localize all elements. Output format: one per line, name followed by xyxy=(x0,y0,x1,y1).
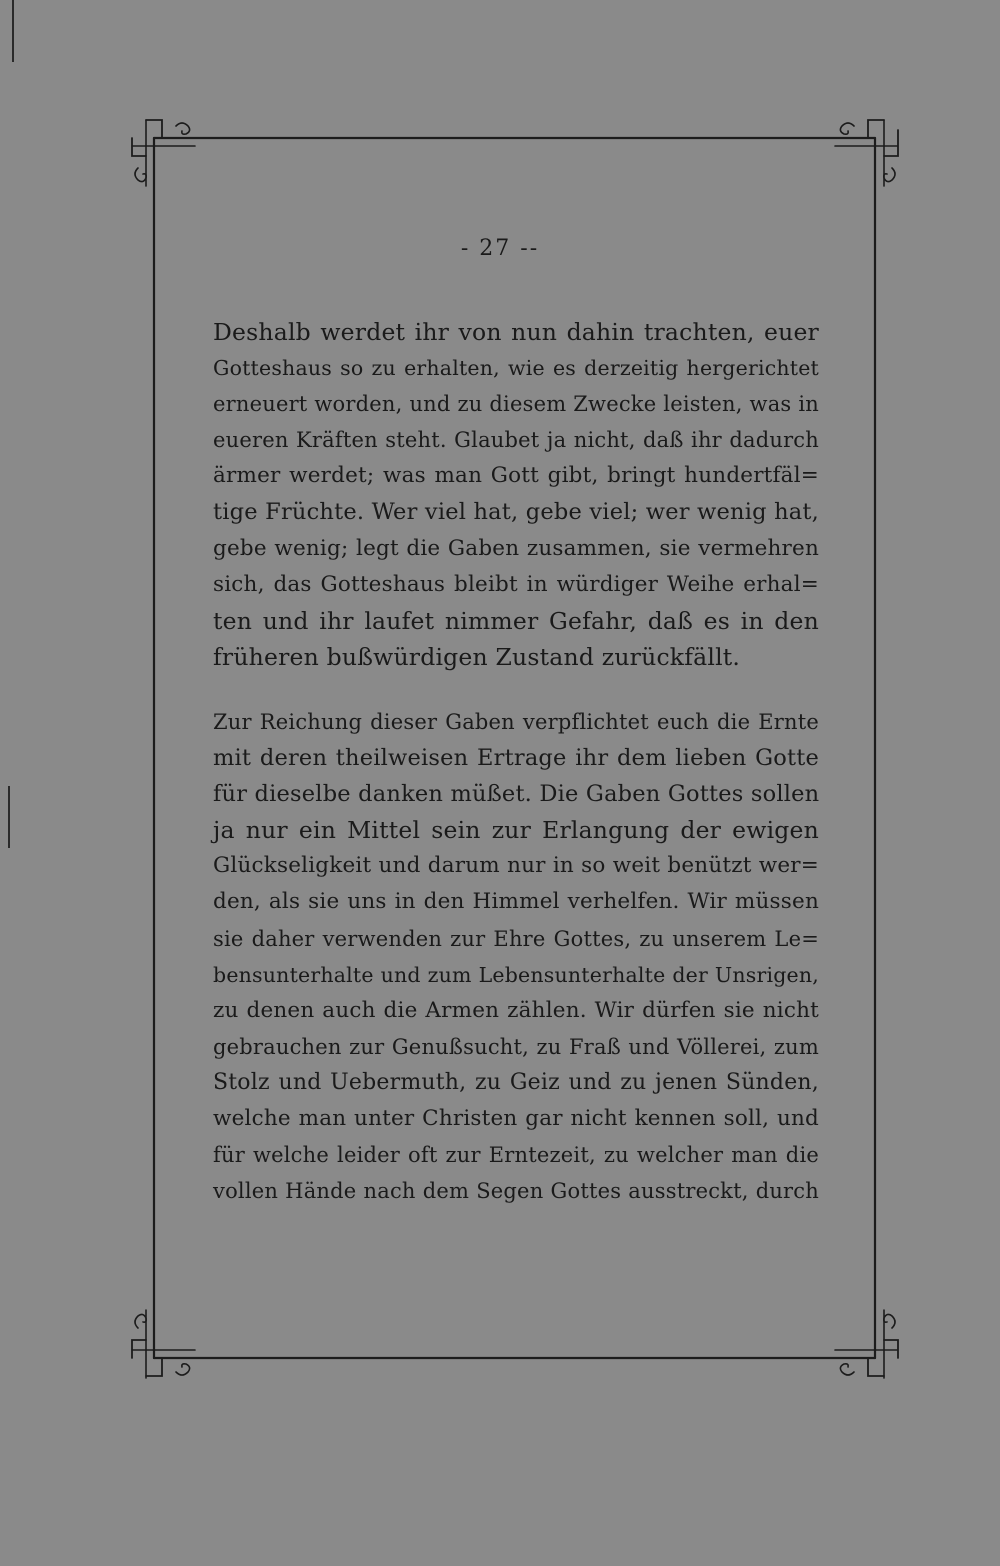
text-line: zu denen auch die Armen zählen. Wir dürfen sie nicht xyxy=(213,997,819,1023)
paragraph-1 xyxy=(213,314,819,675)
corner-ornament-bottom-left xyxy=(132,1314,190,1376)
page-number: - 27 -- xyxy=(460,236,540,261)
text-line: mit deren theilweisen Ertrage ihr dem lieben Gotte xyxy=(213,745,819,772)
text-line: früheren bußwürdigen Zustand zurückfällt. xyxy=(213,642,741,671)
text-line: Glückseligkeit und darum nur in so weit benützt wer= xyxy=(213,853,819,879)
corner-ornament-top-right xyxy=(840,120,898,182)
text-line: gebe wenig; legt die Gaben zusammen, sie vermehren xyxy=(213,535,819,561)
text-line: Gotteshaus so zu erhalten, wie es derzeitig hergerichtet xyxy=(213,356,819,381)
text-line: vollen Hände nach dem Segen Gottes ausstreckt, durch xyxy=(213,1179,819,1204)
text-line: ärmer werdet; was man Gott gibt, bringt hundertfäl= xyxy=(213,463,819,489)
text-line: ten und ihr laufet nimmer Gefahr, daß es in den xyxy=(213,606,819,635)
text-line: eueren Kräften steht. Glaubet ja nicht, daß ihr dadurch xyxy=(213,428,819,453)
text-line: welche man unter Christen gar nicht kennen soll, und xyxy=(213,1106,819,1132)
text-line: Stolz und Uebermuth, zu Geiz und zu jenen Sünden, xyxy=(213,1069,819,1095)
text-line: Zur Reichung dieser Gaben verpflichtet euch die Ernte xyxy=(213,710,819,734)
corner-ornament-bottom-right xyxy=(840,1314,898,1376)
scan-artifact xyxy=(12,0,14,62)
text-line: bensunterhalte und zum Lebensunterhalte der Unsrigen, xyxy=(213,962,819,987)
text-line: gebrauchen zur Genußsucht, zu Fraß und Völlerei, zum xyxy=(213,1034,819,1059)
text-line: für dieselbe danken müßet. Die Gaben Gottes sollen xyxy=(213,781,820,808)
text-line: sich, das Gotteshaus bleibt in würdiger Weihe erhal= xyxy=(213,571,819,597)
corner-ornament-top-left xyxy=(132,120,190,182)
text-line: ja nur ein Mittel sein zur Erlangung der ewigen xyxy=(213,816,819,845)
scan-artifact xyxy=(8,786,10,848)
text-line: den, als sie uns in den Himmel verhelfen. Wir müssen xyxy=(213,889,819,915)
text-line: für welche leider oft zur Erntezeit, zu welcher man die xyxy=(213,1143,819,1168)
text-line: sie daher verwenden zur Ehre Gottes, zu unserem Le= xyxy=(213,926,819,951)
text-line: Deshalb werdet ihr von nun dahin trachten, euer xyxy=(213,318,819,346)
text-line: erneuert worden, und zu diesem Zwecke leisten, was in xyxy=(213,392,819,417)
paragraph-2 xyxy=(213,704,819,1209)
text-line: tige Früchte. Wer viel hat, gebe viel; wer wenig hat, xyxy=(213,499,819,526)
